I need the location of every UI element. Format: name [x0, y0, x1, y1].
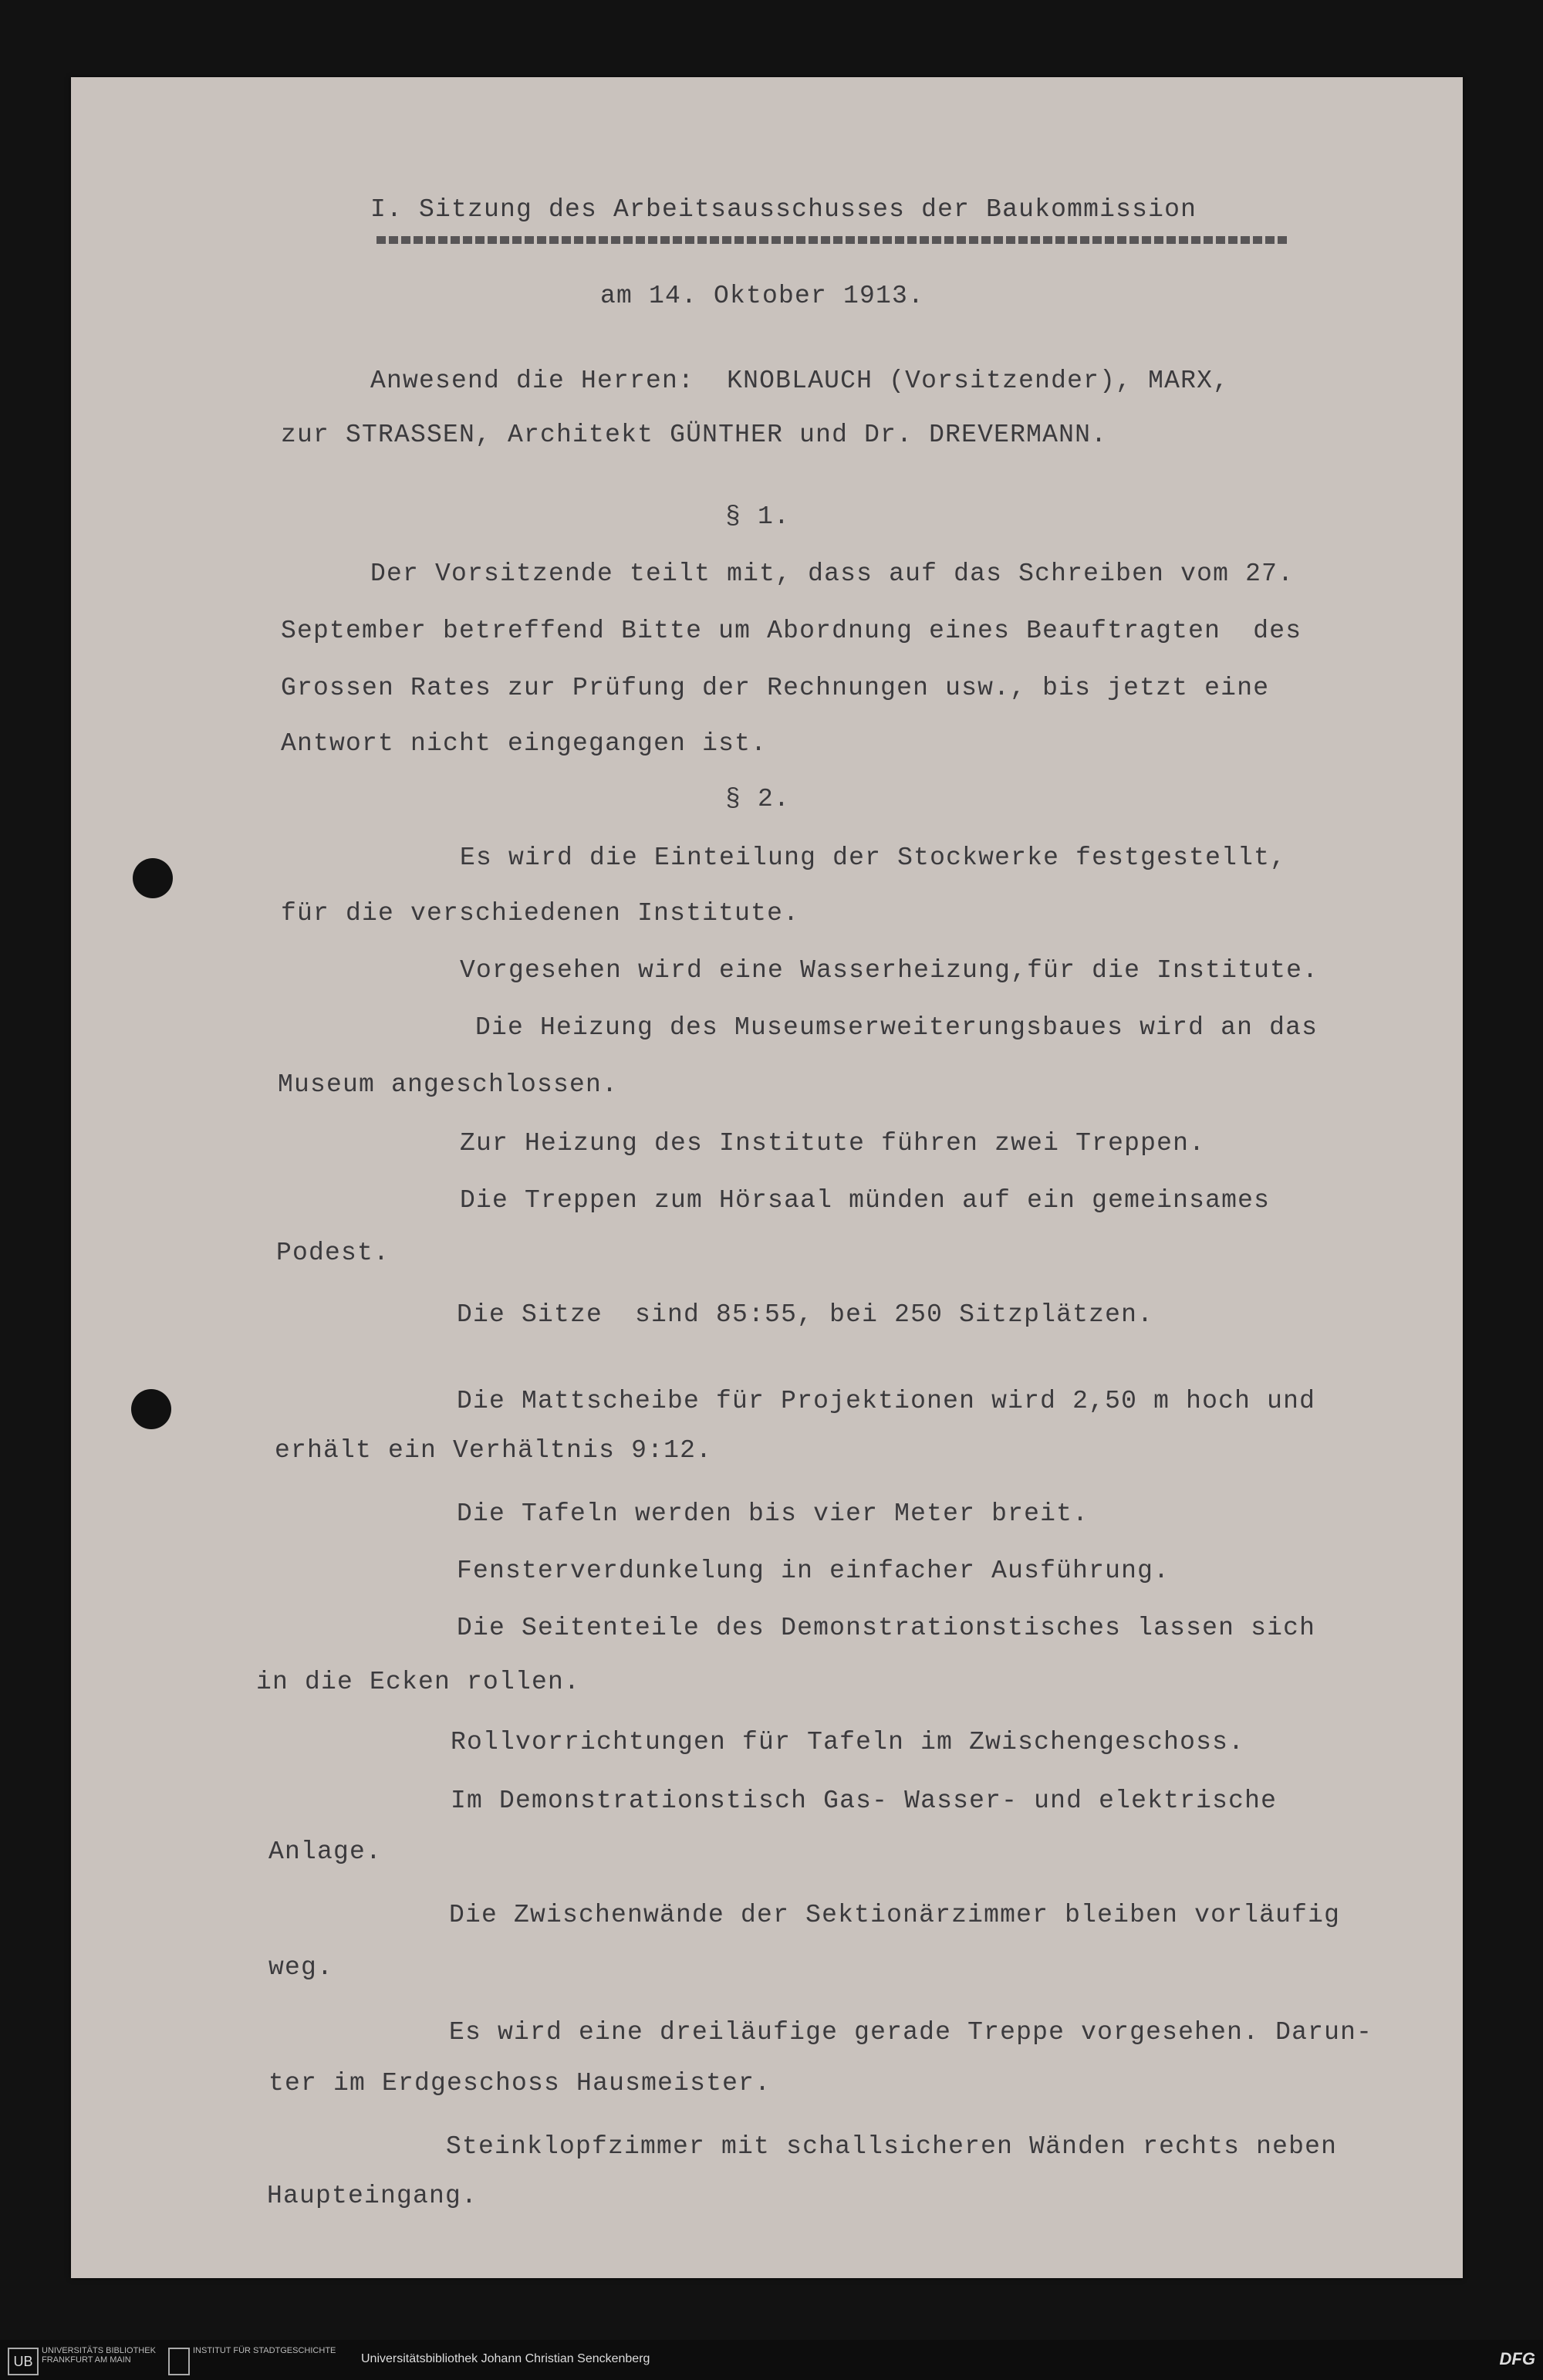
- paragraph-line: in die Ecken rollen.: [256, 1668, 581, 1696]
- punch-hole: [133, 858, 173, 898]
- paragraph-line: Der Vorsitzende teilt mit, dass auf das Schreiben vom 27.: [370, 560, 1295, 588]
- paragraph-line: Zur Heizung des Institute führen zwei Treppen.: [460, 1129, 1206, 1158]
- ub-logo-icon: UB: [8, 2348, 39, 2375]
- attendees-line-1: Anwesend die Herren: KNOBLAUCH (Vorsitzender), MARX,: [370, 367, 1230, 395]
- paragraph-line: Vorgesehen wird eine Wasserheizung,für die Institute.: [460, 956, 1319, 985]
- footer-bar: [0, 2340, 1543, 2380]
- paragraph-line: Es wird die Einteilung der Stockwerke festgestellt,: [460, 843, 1287, 872]
- paragraph-line: Museum angeschlossen.: [278, 1070, 619, 1099]
- meeting-date: am 14. Oktober 1913.: [600, 282, 925, 310]
- title-underline: [376, 236, 1290, 244]
- paragraph-line: erhält ein Verhältnis 9:12.: [275, 1436, 713, 1465]
- paragraph-line: Es wird eine dreiläufige gerade Treppe vorgesehen. Darun-: [449, 2018, 1373, 2047]
- paragraph-line: Die Seitenteile des Demonstrationstisches lassen sich: [457, 1614, 1316, 1642]
- punch-hole: [131, 1389, 171, 1429]
- library-name: Universitätsbibliothek Johann Christian Senckenberg: [361, 2352, 650, 2365]
- paragraph-line: Die Tafeln werden bis vier Meter breit.: [457, 1499, 1089, 1528]
- institut-logo-icon: [168, 2348, 190, 2375]
- paragraph-line: Steinklopfzimmer mit schallsicheren Wänden rechts neben: [446, 2132, 1338, 2161]
- paragraph-line: Die Mattscheibe für Projektionen wird 2,50 m hoch und: [457, 1387, 1316, 1415]
- paragraph-line: Antwort nicht eingegangen ist.: [281, 729, 768, 758]
- paragraph-line: Die Heizung des Museumserweiterungsbaues wird an das: [475, 1013, 1318, 1042]
- paragraph-line: Podest.: [276, 1239, 390, 1267]
- paragraph-line: Anlage.: [268, 1837, 383, 1866]
- paragraph-line: weg.: [268, 1953, 334, 1982]
- section-2-heading: § 2.: [725, 785, 791, 813]
- paragraph-line: Die Sitze sind 85:55, bei 250 Sitzplätzen.: [457, 1300, 1154, 1329]
- ub-logo-text: UNIVERSITÄTS BIBLIOTHEK FRANKFURT AM MAIN: [42, 2346, 156, 2365]
- paragraph-line: Grossen Rates zur Prüfung der Rechnungen usw., bis jetzt eine: [281, 674, 1270, 702]
- paragraph-line: für die verschiedenen Institute.: [281, 899, 800, 928]
- section-1-heading: § 1.: [725, 502, 791, 531]
- document-title: I. Sitzung des Arbeitsausschusses der Baukommission: [370, 195, 1197, 224]
- paragraph-line: Die Zwischenwände der Sektionärzimmer bleiben vorläufig: [449, 1901, 1341, 1929]
- paragraph-line: Haupteingang.: [267, 2182, 478, 2210]
- document-page: [71, 77, 1463, 2278]
- paragraph-line: ter im Erdgeschoss Hausmeister.: [268, 2069, 772, 2098]
- dfg-logo: DFG: [1499, 2349, 1535, 2368]
- paragraph-line: Im Demonstrationstisch Gas- Wasser- und elektrische: [451, 1787, 1278, 1815]
- institut-logo-text: INSTITUT FÜR STADTGESCHICHTE: [193, 2346, 336, 2355]
- paragraph-line: Fensterverdunkelung in einfacher Ausführung.: [457, 1557, 1170, 1585]
- paragraph-line: Rollvorrichtungen für Tafeln im Zwischengeschoss.: [451, 1728, 1245, 1756]
- attendees-line-2: zur STRASSEN, Architekt GÜNTHER und Dr. DREVERMANN.: [281, 421, 1108, 449]
- paragraph-line: September betreffend Bitte um Abordnung eines Beauftragten des: [281, 617, 1302, 645]
- paragraph-line: Die Treppen zum Hörsaal münden auf ein gemeinsames: [460, 1186, 1271, 1215]
